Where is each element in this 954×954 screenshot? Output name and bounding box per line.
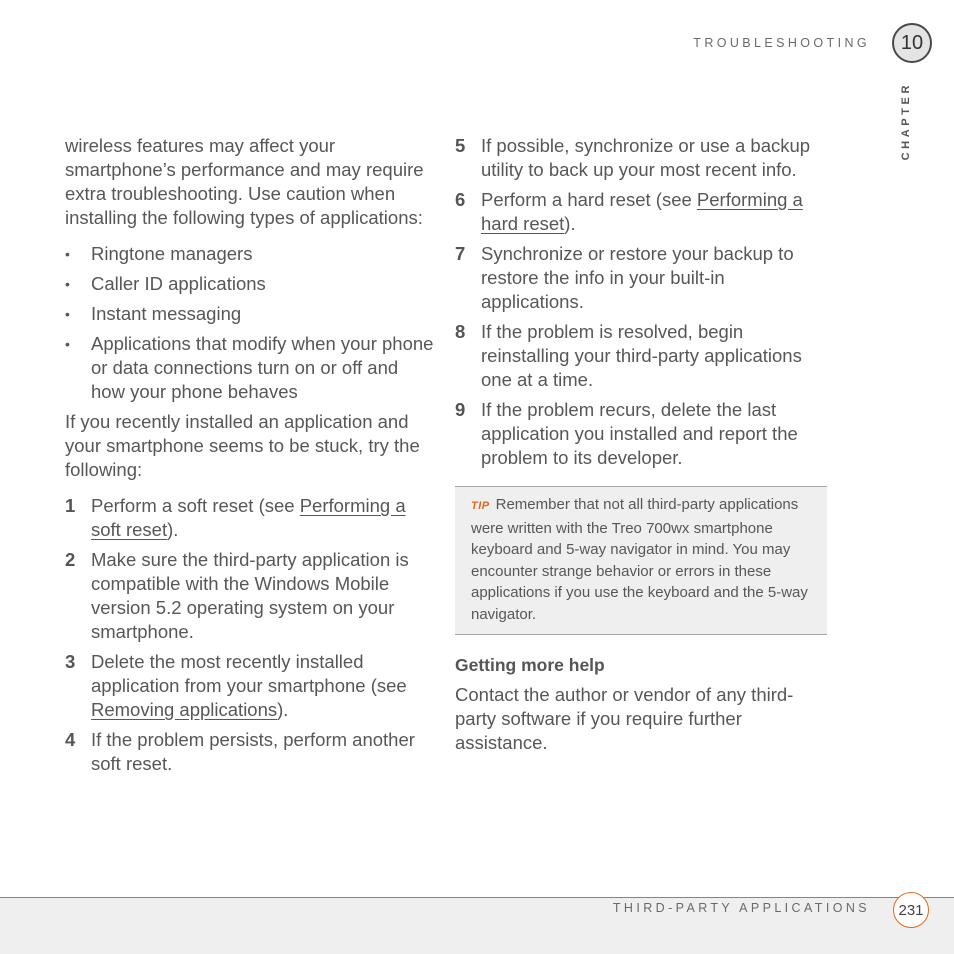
soft-reset-link[interactable]: Performing a soft reset	[91, 495, 406, 540]
step-item	[455, 320, 827, 392]
step-item	[455, 134, 827, 182]
step-number: 9	[455, 399, 466, 420]
step-text: Delete the most recently installed application from your smartphone (see	[91, 651, 407, 696]
step-number: 6	[455, 189, 466, 210]
step-text: If the problem recurs, delete the last application you installed and report the problem to its developer.	[481, 399, 798, 468]
step-text: Perform a soft reset (see	[91, 495, 300, 516]
tip-text: Remember that not all third-party applications were written with the Treo 700wx smartphone keyboard and 5-way navigator in mind. You may encounter strange behavior or errors in these applications if you use the keyboard and the 5-way navigator.	[471, 496, 808, 623]
bullet-icon: •	[65, 276, 70, 292]
removing-applications-link[interactable]: Removing applications	[91, 699, 278, 720]
step-text-end: ).	[277, 699, 289, 720]
list-item	[65, 332, 435, 404]
step-number: 3	[65, 651, 76, 672]
running-footer-title: THIRD-PARTY APPLICATIONS	[612, 901, 870, 915]
list-item	[65, 272, 435, 296]
list-item	[65, 302, 435, 326]
step-item	[455, 188, 827, 236]
followup-paragraph: If you recently installed an application and your smartphone seems to be stuck, try the following:	[65, 411, 420, 480]
running-header-title: TROUBLESHOOTING	[693, 36, 870, 50]
bullet-icon: •	[65, 336, 70, 352]
step-text: If possible, synchronize or use a backup utility to back up your most recent info.	[481, 135, 811, 180]
chapter-number-badge: 10	[892, 23, 932, 63]
right-column	[455, 134, 827, 767]
application-type-list	[65, 242, 435, 404]
list-item-text: Instant messaging	[91, 303, 242, 324]
step-item	[65, 650, 435, 722]
step-number: 8	[455, 321, 466, 342]
step-item	[455, 242, 827, 314]
hard-reset-link[interactable]: Performing a hard reset	[481, 189, 803, 234]
bullet-icon: •	[65, 246, 70, 262]
step-text: Synchronize or restore your backup to restore the info in your built-in applications.	[481, 243, 794, 312]
step-text: Perform a hard reset (see	[481, 189, 697, 210]
bullet-icon: •	[65, 306, 70, 322]
troubleshooting-steps-right	[455, 134, 827, 470]
step-item	[455, 398, 827, 470]
list-item-text: Caller ID applications	[91, 273, 266, 294]
left-column	[65, 134, 435, 782]
step-text: Make sure the third-party application is compatible with the Windows Mobile version 5.2 operating system on your smartphone.	[91, 549, 409, 642]
list-item-text: Ringtone managers	[91, 243, 253, 264]
step-text-end: ).	[564, 213, 576, 234]
step-number: 7	[455, 243, 466, 264]
chapter-label: CHAPTER	[900, 82, 912, 161]
list-item	[65, 242, 435, 266]
step-number: 2	[65, 549, 76, 570]
tip-box	[455, 486, 827, 635]
step-number: 5	[455, 135, 466, 156]
page-number-badge: 231	[893, 892, 929, 928]
section-heading: Getting more help	[455, 654, 605, 675]
list-item-text: Applications that modify when your phone or data connections turn on or off and how your phone behaves	[91, 333, 434, 402]
step-item	[65, 494, 435, 542]
step-number: 4	[65, 729, 76, 750]
step-number: 1	[65, 495, 76, 516]
step-item	[65, 728, 435, 776]
step-item	[65, 548, 435, 644]
step-text-end: ).	[167, 519, 179, 540]
tip-label: TIP	[471, 500, 490, 512]
intro-paragraph: wireless features may affect your smartphone’s performance and may require extra troubleshooting. Use caution when installing the following types of applications:	[65, 135, 424, 228]
step-text: If the problem persists, perform another soft reset.	[91, 729, 415, 774]
troubleshooting-steps-left	[65, 494, 435, 776]
help-paragraph: Contact the author or vendor of any third-party software if you require further assistance.	[455, 683, 794, 753]
step-text: If the problem is resolved, begin reinstalling your third-party applications one at a time.	[481, 321, 802, 390]
